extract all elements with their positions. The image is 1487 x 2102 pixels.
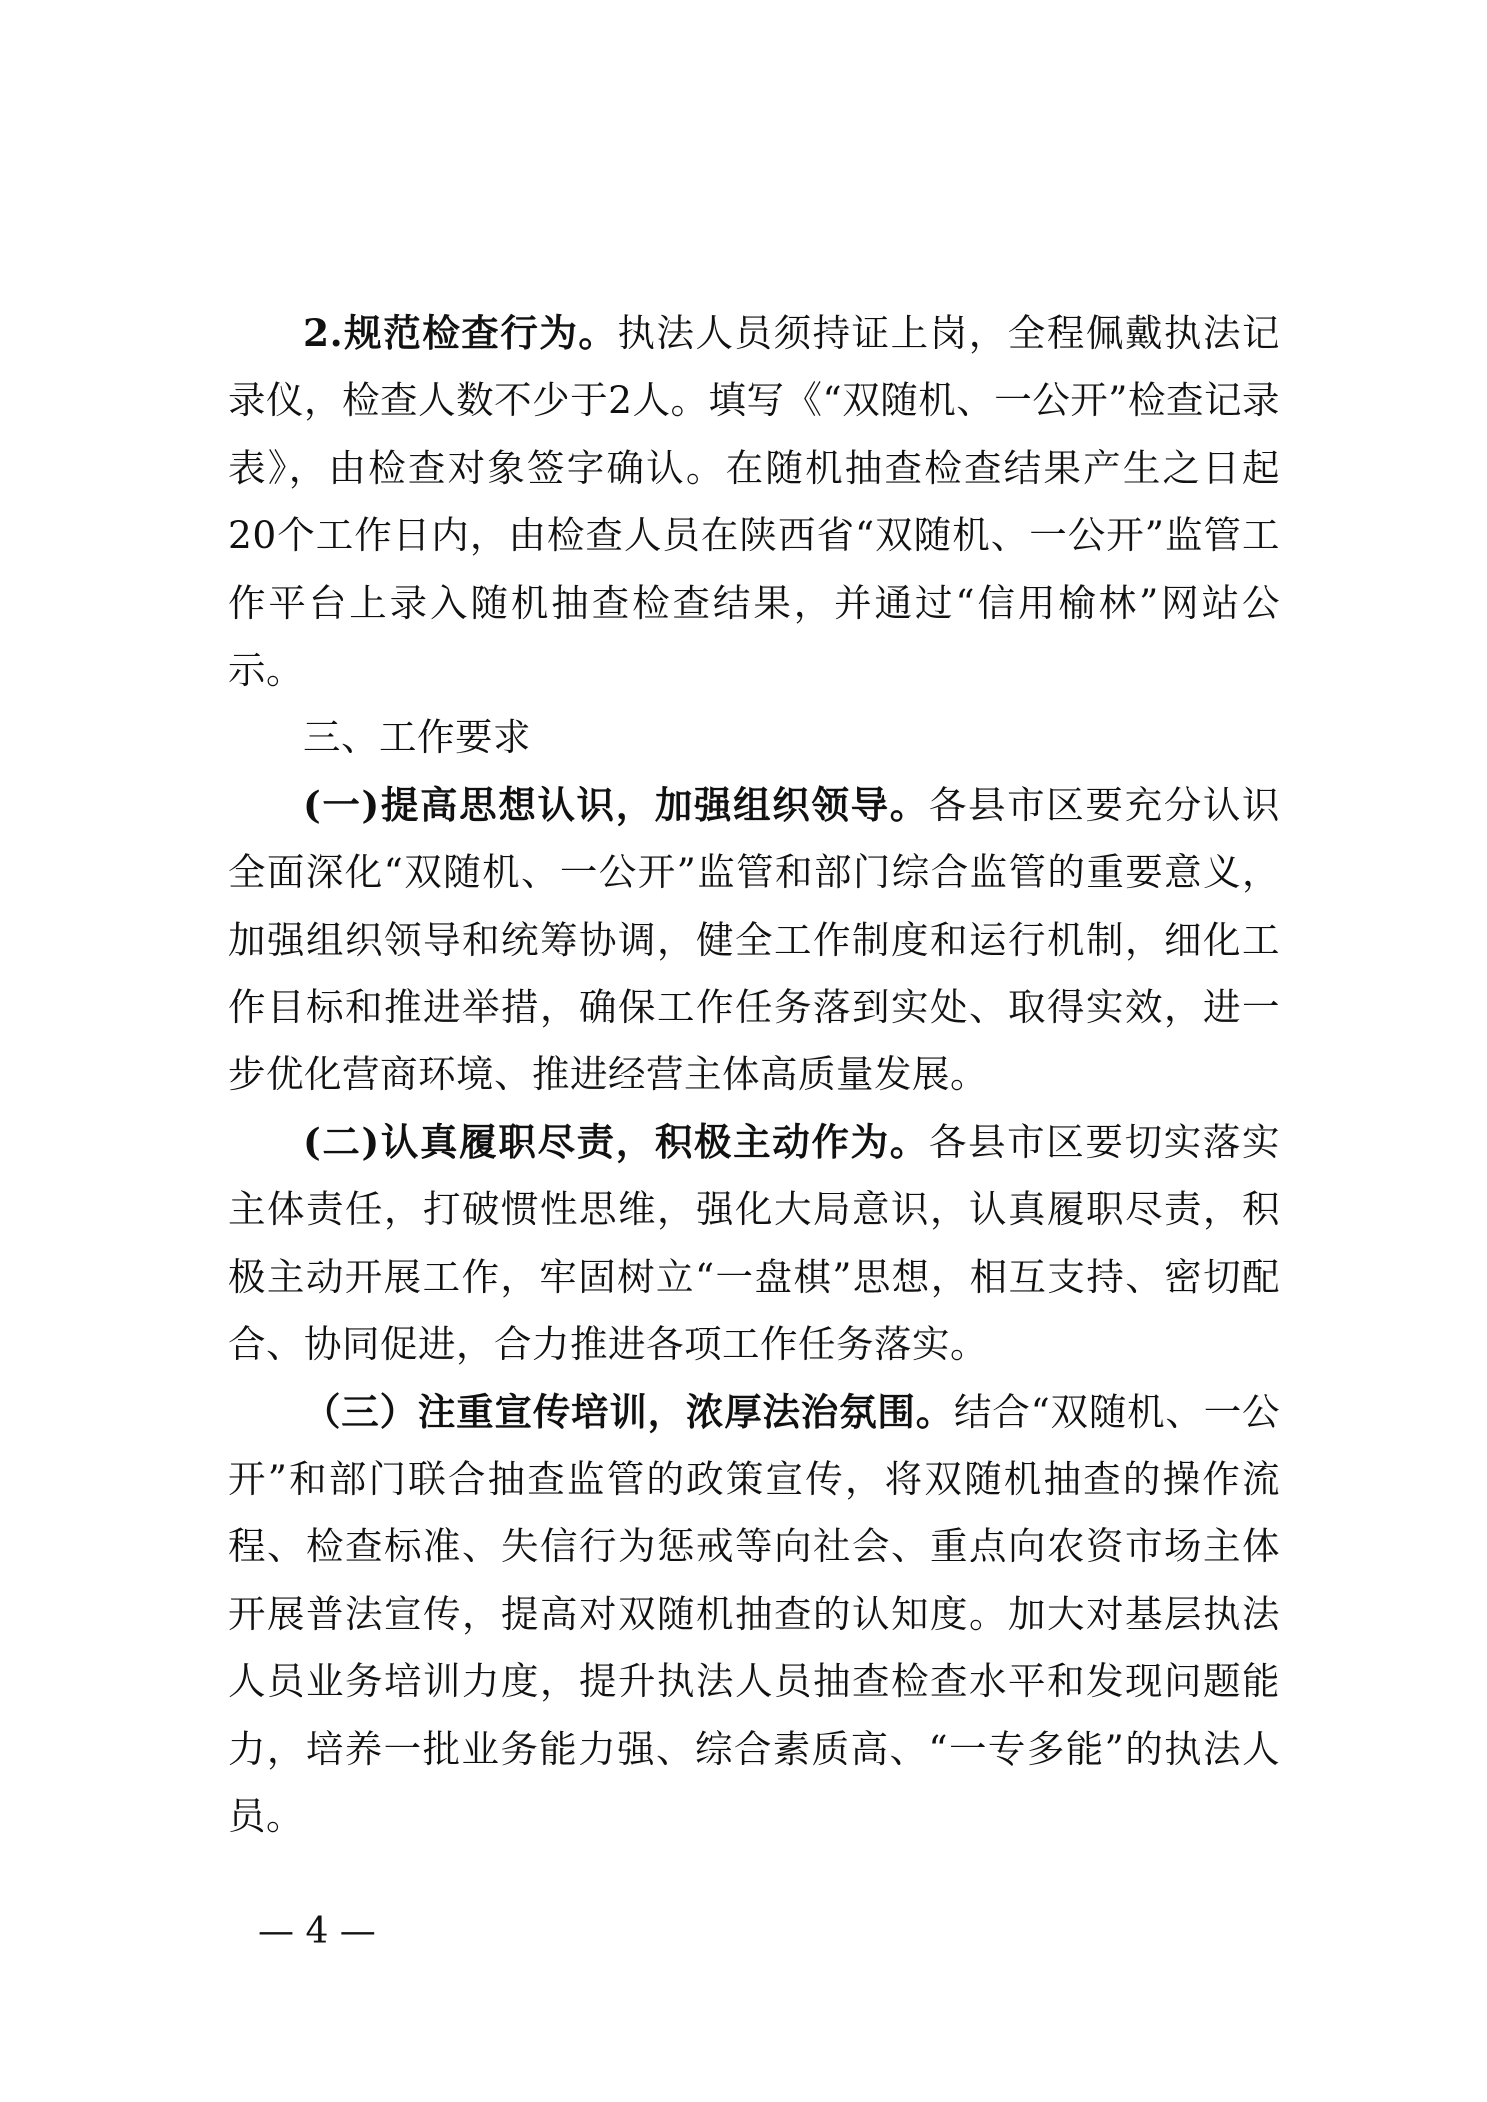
section-heading: 三、工作要求 xyxy=(303,715,531,760)
paragraph-lead: (二)认真履职尽责，积极主动作为。 xyxy=(303,1119,929,1164)
document-body xyxy=(228,300,1280,1850)
page-number: — 4 — xyxy=(258,1911,376,1952)
paragraph-requirement-2 xyxy=(228,1109,1280,1379)
paragraph-lead: 2.规范检查行为。 xyxy=(303,311,618,355)
paragraph-requirement-1 xyxy=(228,772,1280,1109)
paragraph-text: 执法人员须持证上岗，全程佩戴执法记录仪，检查人数不少于2人。填写《“双随机、一公开”检查记录表》，由检查对象签字确认。在随机抽查检查结果产生之日起20个工作日内，由检查人员在陕西省“双随机、一公开”监管工作平台上录入随机抽查检查结果，并通过“信用榆林”网站公示。 xyxy=(228,311,1280,693)
paragraph-inspection-conduct xyxy=(228,300,1280,704)
paragraph-requirement-3 xyxy=(228,1379,1280,1851)
paragraph-text: 各县市区要切实落实主体责任，打破惯性思维，强化大局意识，认真履职尽责，积极主动开展工作，牢固树立“一盘棋”思想，相互支持、密切配合、协同促进，合力推进各项工作任务落实。 xyxy=(228,1119,1280,1367)
paragraph-text: 各县市区要充分认识全面深化“双随机、一公开”监管和部门综合监管的重要意义，加强组织领导和统筹协调，健全工作制度和运行机制，细化工作目标和推进举措，确保工作任务落到实处、取得实效，进一步优化营商环境、推进经营主体高质量发展。 xyxy=(228,782,1280,1097)
paragraph-text: 结合“双随机、一公开”和部门联合抽查监管的政策宣传，将双随机抽查的操作流程、检查标准、失信行为惩戒等向社会、重点向农资市场主体开展普法宣传，提高对双随机抽查的认知度。加大对基层执法人员业务培训力度，提升执法人员抽查检查水平和发现问题能力，培养一批业务能力强、综合素质高、“一专多能”的执法人员。 xyxy=(228,1389,1280,1838)
paragraph-lead: (一)提高思想认识，加强组织领导。 xyxy=(303,782,929,827)
paragraph-lead: （三）注重宣传培训，浓厚法治氛围。 xyxy=(303,1389,954,1434)
